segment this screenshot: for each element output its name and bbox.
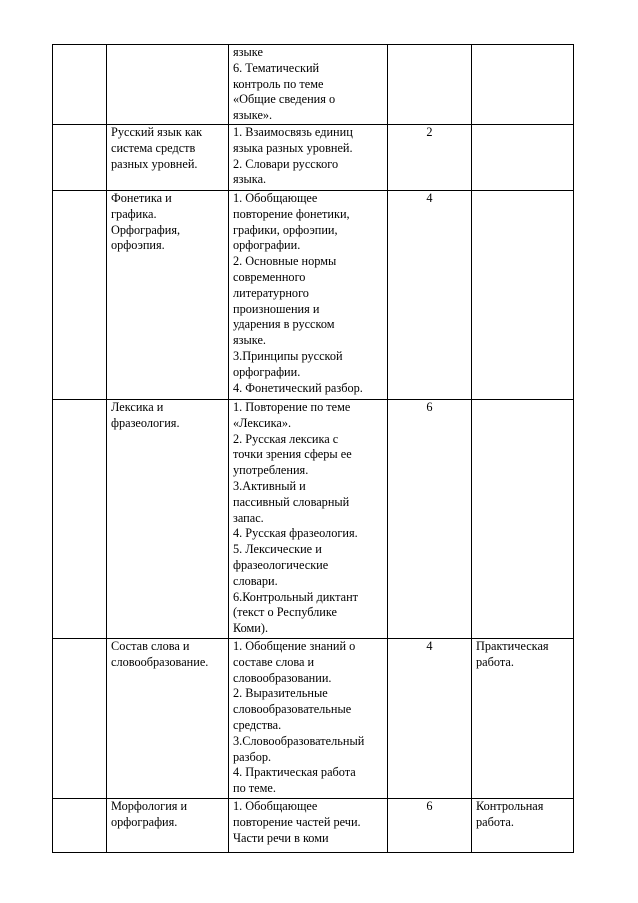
topics-line: 1. Обобщающее xyxy=(233,799,318,813)
section-line: система средств xyxy=(111,140,196,155)
topics-line: 5. Лексические и xyxy=(233,542,322,557)
hours-cell xyxy=(388,400,472,639)
hours-cell xyxy=(388,191,472,400)
topics-line: языке». xyxy=(233,108,273,123)
topics-cell xyxy=(229,400,388,639)
hours-value: 6 xyxy=(426,799,433,813)
control-form-line: Практическая xyxy=(476,639,549,653)
index-cell xyxy=(53,125,107,191)
topics-line: 3.Словообразовательный xyxy=(233,733,365,748)
topics-line: произношения и xyxy=(233,301,320,316)
topics-line: «Общие сведения о xyxy=(233,92,336,107)
topics-line: (текст о Республике xyxy=(233,605,337,620)
index-cell xyxy=(53,191,107,400)
section-line: Орфография, xyxy=(111,222,181,237)
index-cell xyxy=(53,799,107,853)
section-cell xyxy=(107,400,229,639)
topics-line: литературного xyxy=(233,285,309,300)
topics-line: словообразовательные xyxy=(233,702,352,717)
topics-line: 1. Обобщающее xyxy=(233,191,318,205)
topics-line: графики, орфоэпии, xyxy=(233,222,338,237)
index-cell xyxy=(53,400,107,639)
topics-line: 3.Принципы русской xyxy=(233,348,343,363)
topics-line: повторение фонетики, xyxy=(233,206,350,221)
section-cell xyxy=(107,799,229,853)
hours-value: 2 xyxy=(426,125,433,139)
topics-line: ударения в русском xyxy=(233,317,335,332)
curriculum-table-body xyxy=(53,45,574,853)
hours-cell xyxy=(388,125,472,191)
topics-line: запас. xyxy=(233,510,264,525)
topics-line: повторение частей речи. xyxy=(233,814,361,829)
section-line: словообразование. xyxy=(111,654,209,669)
topics-cell xyxy=(229,799,388,853)
control-form-cell xyxy=(472,799,574,853)
topics-line: словообразовании. xyxy=(233,670,332,685)
control-form-cell xyxy=(472,45,574,125)
topics-line: словари. xyxy=(233,573,278,588)
section-line: разных уровней. xyxy=(111,156,198,171)
section-line: Лексика и xyxy=(111,400,164,414)
section-line: орфография. xyxy=(111,814,178,829)
topics-line: 1. Обобщение знаний о xyxy=(233,639,356,653)
topics-line: 2. Выразительные xyxy=(233,686,328,701)
topics-line: 2. Русская лексика с xyxy=(233,431,339,446)
topics-line: 2. Основные нормы xyxy=(233,254,337,269)
topics-line: 4. Практическая работа xyxy=(233,765,356,780)
topics-line: 1. Взаимосвязь единиц xyxy=(233,125,353,139)
section-cell xyxy=(107,191,229,400)
index-cell xyxy=(53,639,107,799)
topics-line: орфографии. xyxy=(233,238,301,253)
section-cell xyxy=(107,639,229,799)
topics-line: орфографии. xyxy=(233,364,301,379)
topics-line: фразеологические xyxy=(233,557,329,572)
curriculum-table xyxy=(52,44,574,853)
topics-line: точки зрения сферы ее xyxy=(233,447,352,462)
control-form-line: работа. xyxy=(476,654,514,669)
topics-line: языке xyxy=(233,45,263,59)
control-form-cell xyxy=(472,125,574,191)
topics-line: средства. xyxy=(233,717,282,732)
topics-line: составе слова и xyxy=(233,654,315,669)
topics-line: 1. Повторение по теме xyxy=(233,400,351,414)
topics-line: Части речи в коми xyxy=(233,830,329,845)
hours-value: 6 xyxy=(426,400,433,414)
table-row xyxy=(53,400,574,639)
control-form-cell xyxy=(472,639,574,799)
topics-line: 2. Словари русского xyxy=(233,156,339,171)
table-row xyxy=(53,191,574,400)
topics-line: употребления. xyxy=(233,463,309,478)
control-form-line: Контрольная xyxy=(476,799,544,813)
hours-value: 4 xyxy=(426,639,433,653)
topics-cell xyxy=(229,639,388,799)
index-cell xyxy=(53,45,107,125)
section-line: фразеология. xyxy=(111,415,180,430)
table-row xyxy=(53,45,574,125)
topics-cell xyxy=(229,191,388,400)
hours-value: 4 xyxy=(426,191,433,205)
section-line: Русский язык как xyxy=(111,125,203,139)
section-cell xyxy=(107,45,229,125)
hours-cell xyxy=(388,639,472,799)
section-line: Морфология и xyxy=(111,799,188,813)
table-row xyxy=(53,125,574,191)
topics-line: языка разных уровней. xyxy=(233,140,353,155)
topics-line: по теме. xyxy=(233,781,276,796)
control-form-cell xyxy=(472,400,574,639)
topics-cell xyxy=(229,125,388,191)
control-form-cell xyxy=(472,191,574,400)
topics-line: 4. Русская фразеология. xyxy=(233,526,358,541)
topics-line: 3.Активный и xyxy=(233,478,306,493)
topics-line: «Лексика». xyxy=(233,415,292,430)
topics-line: Коми). xyxy=(233,621,269,636)
section-line: графика. xyxy=(111,206,157,221)
table-row xyxy=(53,799,574,853)
section-line: орфоэпия. xyxy=(111,238,165,253)
topics-cell xyxy=(229,45,388,125)
topics-line: 4. Фонетический разбор. xyxy=(233,380,363,395)
topics-line: 6.Контрольный диктант xyxy=(233,589,359,604)
hours-cell xyxy=(388,45,472,125)
section-line: Фонетика и xyxy=(111,191,172,205)
topics-line: современного xyxy=(233,269,306,284)
topics-line: языке. xyxy=(233,333,266,348)
section-cell xyxy=(107,125,229,191)
topics-line: разбор. xyxy=(233,749,272,764)
topics-line: 6. Тематический xyxy=(233,60,320,75)
topics-line: пассивный словарный xyxy=(233,494,350,509)
section-line: Состав слова и xyxy=(111,639,190,653)
hours-cell xyxy=(388,799,472,853)
topics-line: контроль по теме xyxy=(233,76,324,91)
table-row xyxy=(53,639,574,799)
topics-line: языка. xyxy=(233,172,267,187)
control-form-line: работа. xyxy=(476,814,514,829)
